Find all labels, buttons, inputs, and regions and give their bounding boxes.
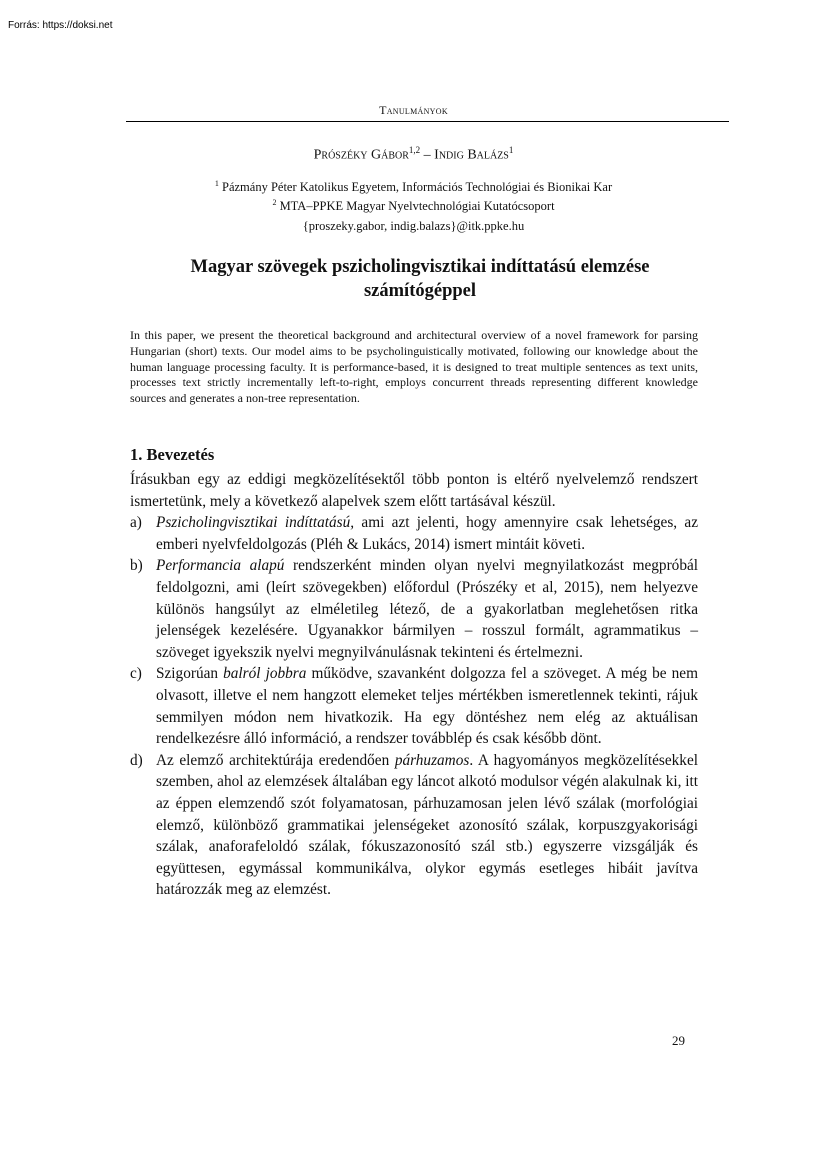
affiliation-line [0,195,827,214]
author-name: Indig Balázs [434,147,509,163]
source-note: Forrás: https://doksi.net [8,20,113,31]
header-rule [126,121,729,122]
author-affil-sup: 1 [508,145,514,155]
author-name: Prószéky Gábor [313,147,409,163]
list-marker: c) [130,665,142,683]
item-text: ami azt jelenti, hogy amennyire csak lehetséges, az emberi nyelvfeldolgozás (Pléh & Lukács, 2014) ismert mintáit követi. [156,514,698,553]
affiliations [0,176,827,234]
affiliation-sup: 2 [272,198,277,208]
author-separator: – [420,147,435,163]
list-item [130,555,698,663]
author-affil-sup: 1,2 [408,145,421,155]
affiliation-line [0,176,827,195]
paper-title: Magyar szövegek pszicholingvisztikai indíttatású elemzése számítógéppel [190,257,650,301]
principles-list [130,512,698,901]
item-text: . A hagyományos megközelítésekkel szemben, ahol az elemzések általában egy láncot alkotó modulsor végén alakulnak ki, itt az éppen elemzendő szót folyamatosan, párhuzamosan jelen lévő szálak (morfológiai elemző, különböző grammatikai jelenségeket azonosító szálak, korpuszgyakorisági szálak, anaforafeloldó szálak, fókuszazonosító szál stb.) egyszerre vizsgálják és együttesen, egymással kommunikálva, olykor egymás esetleges hibáit javítva határozzák meg az elemzést. [156,751,698,899]
section-heading: 1. Bevezetés [130,445,215,464]
list-marker: d) [130,751,143,769]
abstract: In this paper, we present the theoretical background and architectural overview of a novel framework for parsing Hungarian (short) texts. Our model aims to be psycholinguistically motivated, following our knowledge about the human language processing faculty. It is performance-based, it is designed to treat multiple sentences as text units, processes text strictly incrementally left-to-right, employs concurrent threads representing different knowledge sources and generates a non-tree representation. [130,328,698,406]
affiliation-text: MTA–PPKE Magyar Nyelvtechnológiai Kutatócsoport [276,199,555,214]
list-item [130,512,698,555]
item-pre: Az elemző architektúrája eredendően [156,751,395,769]
item-pre: Szigorúan [156,665,224,683]
emphasis: balról jobbra [223,665,307,683]
emphasis: Performancia alapú [156,557,285,575]
item-text: működve, szavanként dolgozza fel a szöveget. A még be nem olvasott, illetve el nem hangzott elemeket teljes mértékben ismeretlennek tekinti, rájuk semmilyen módon nem hivatkozik. Ha egy döntéshez nem elég az aktuálisan rendelkezésre álló információ, a rendszer továbblép és csak később dönt. [156,665,698,748]
section-header: Tanulmányok [379,103,448,117]
list-item [130,750,698,901]
emphasis: Pszicholingvisztikai indíttatású, [156,514,355,532]
affiliation-sup: 1 [214,179,219,188]
item-text: rendszerként minden olyan nyelvi megnyilatkozást megpróbál feldolgozni, ami (leírt szövegekben) előfordul (Prószéky et al, 2015), nem helyezve különös hangsúlyt az elméletileg létező, de a gyakorlatban meglehetősen ritka jelenségek kezelésére. Ugyanakkor bármilyen – rosszul formált, agrammatikus – szöveget igyekszik nyelvi megnyilvánulásnak tekinteni és értelmezni. [156,557,699,661]
list-marker: a) [130,514,142,532]
list-marker: b) [130,557,143,575]
intro-paragraph: Írásukban egy az eddigi megközelítésektől több ponton is eltérő nyelvelemző rendszert ismertetünk, mely a következő alapelvek szem előtt tartásával készül. [130,471,698,510]
author-line [0,145,827,164]
affiliation-text: Pázmány Péter Katolikus Egyetem, Információs Technológiai és Bionikai Kar [218,180,613,195]
email-line: {proszeky.gabor, indig.balazs}@itk.ppke.hu [302,219,525,234]
page-number: 29 [672,1033,685,1048]
list-item [130,663,698,749]
emphasis: párhuzamos [394,751,470,769]
section-body [130,469,698,901]
